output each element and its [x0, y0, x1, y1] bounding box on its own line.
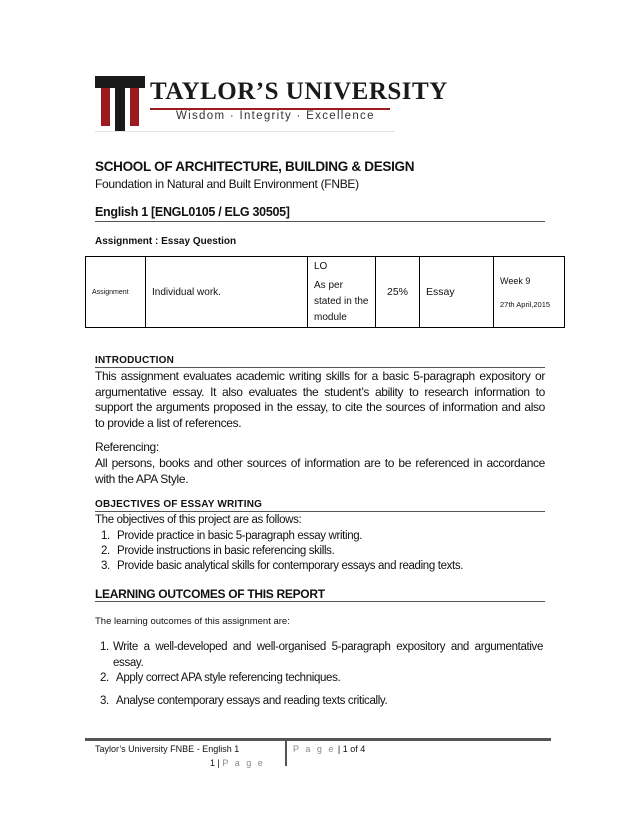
introduction-divider: [95, 367, 545, 368]
list-item: 3. Analyse contemporary essays and reading texts critically.: [100, 695, 388, 707]
list-item: 1. Provide practice in basic 5-paragraph essay writing.: [101, 530, 363, 542]
objectives-divider: [95, 511, 545, 512]
outcomes-divider: [95, 601, 545, 602]
table-cell-lo: [308, 257, 376, 328]
lo-label: LO: [314, 261, 328, 272]
due-date: 27th April,2015: [500, 299, 551, 309]
introduction-heading: INTRODUCTION: [95, 355, 175, 366]
objectives-heading: OBJECTIVES OF ESSAY WRITING: [95, 499, 263, 510]
lo-value: As per stated in the module: [314, 280, 369, 323]
objectives-intro: The objectives of this project are as follows:: [95, 514, 302, 526]
list-item: 2. Provide instructions in basic referencing skills.: [101, 545, 335, 557]
table-cell-week: [494, 257, 565, 328]
program-title: Foundation in Natural and Built Environment (FNBE): [95, 177, 359, 191]
list-item: 1. Write a well-developed and well-organised 5-paragraph expository and argumentative essay.: [100, 641, 543, 669]
school-title: SCHOOL OF ARCHITECTURE, BUILDING & DESIGN: [95, 159, 415, 174]
list-item: 2. Apply correct APA style referencing techniques.: [100, 672, 341, 684]
footer-divider: [85, 738, 551, 741]
header-divider: [95, 131, 395, 132]
footer-page-info: P a g e | 1 of 4: [293, 744, 366, 754]
footer-page-number: 1 | P a g e: [210, 758, 265, 768]
table-cell-type: Essay: [420, 257, 494, 328]
logo-university-name: TAYLOR’S UNIVERSITY: [150, 78, 448, 105]
university-logo-mark: [95, 76, 145, 132]
week-label: Week 9: [500, 275, 531, 286]
table-row: [86, 257, 565, 328]
outcomes-heading: LEARNING OUTCOMES OF THIS REPORT: [95, 587, 325, 601]
referencing-text: All persons, books and other sources of information are to be referenced in accordance with the APA Style.: [95, 456, 545, 486]
table-cell-assignment: Assignment: [86, 257, 146, 328]
logo-tagline: Wisdom · Integrity · Excellence: [176, 110, 375, 122]
table-cell-work: Individual work.: [146, 257, 308, 328]
footer-separator: [285, 741, 287, 766]
footer-course: Taylor’s University FNBE - English 1: [95, 744, 240, 754]
table-cell-weight: 25%: [376, 257, 420, 328]
course-title: English 1 [ENGL0105 / ELG 30505]: [95, 205, 290, 219]
referencing-label: Referencing:: [95, 440, 159, 454]
list-item: 3. Provide basic analytical skills for contemporary essays and reading texts.: [101, 560, 464, 572]
assignment-info-table: [85, 256, 565, 328]
introduction-text: This assignment evaluates academic writing skills for a basic 5-paragraph expository or argumentative essay. It also evaluates the student’s ability to research information to support the arguments proposed in the essay, to cite the sources of information and also to provide a list of references.: [95, 369, 545, 430]
course-divider: [95, 221, 545, 222]
outcomes-intro: The learning outcomes of this assignment are:: [95, 616, 290, 627]
assignment-title: Assignment : Essay Question: [95, 236, 237, 247]
